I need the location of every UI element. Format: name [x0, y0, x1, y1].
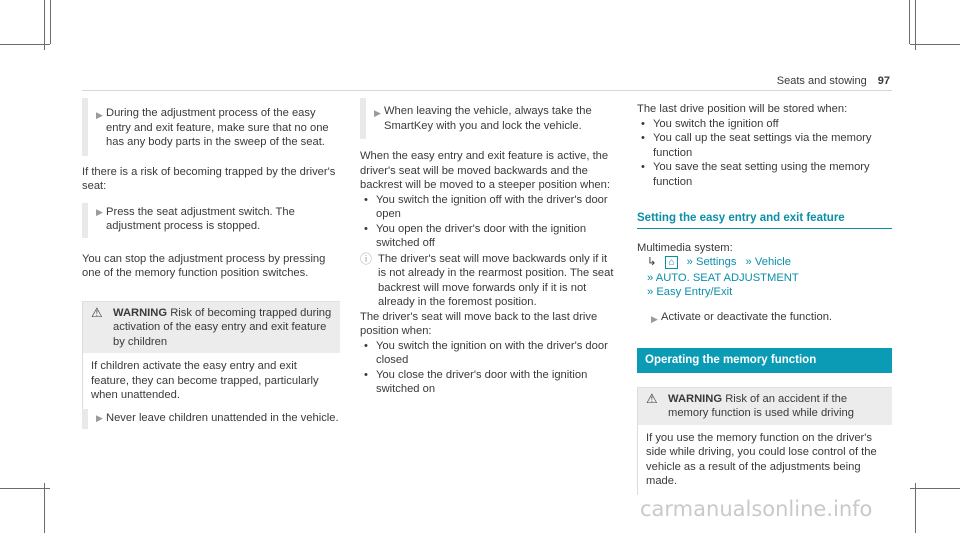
warning-title: Risk of an accident if the memory function is used while driving	[668, 392, 854, 419]
crop-mark	[915, 0, 916, 50]
header-rule	[82, 90, 892, 91]
warning-label: WARNING	[113, 306, 168, 319]
chevron-right-icon: »	[745, 256, 752, 268]
stored-list	[637, 117, 892, 190]
crop-mark	[909, 0, 910, 44]
home-icon: ⌂	[665, 256, 677, 269]
enter-arrow-icon: ↳	[647, 256, 657, 268]
list-item: • You save the seat setting using the memory function	[637, 160, 892, 189]
chevron-right-icon: »	[686, 256, 693, 268]
step-arrow-icon: ▶	[374, 108, 381, 118]
instruction-step	[637, 310, 892, 325]
warning-title: Risk of becoming trapped during activation of the easy entry and exit feature by children	[113, 306, 332, 348]
warning-header	[83, 302, 340, 354]
risk-text: If there is a risk of becoming trapped by the driver's seat:	[82, 165, 336, 192]
crop-mark	[44, 0, 45, 50]
running-header	[760, 74, 890, 89]
warning-text: If children activate the easy entry and exit feature, they can become trapped, particularly when unattended.	[91, 360, 319, 401]
list-item: • You close the driver's door with the ignition switched on	[360, 368, 618, 397]
note-block	[360, 252, 618, 310]
list-item: • You switch the ignition off with the driver's door open	[360, 193, 618, 222]
step-text: Never leave children unattended in the vehicle.	[106, 411, 339, 424]
warning-text: If you use the memory function on the driver's side while driving, you could lose control of the vehicle as a result of the adjustments being made.	[646, 431, 877, 487]
column-3	[637, 102, 892, 495]
warning-box	[637, 387, 892, 495]
list-item: • You switch the ignition off	[637, 117, 892, 132]
crop-mark	[910, 488, 960, 489]
crop-mark	[44, 483, 45, 533]
warning-triangle-icon: ⚠	[91, 304, 103, 320]
back-list	[360, 339, 618, 397]
page-number: 97	[877, 75, 890, 87]
warning-header	[638, 388, 892, 425]
section-heading-bar: Operating the memory function	[637, 348, 892, 373]
active-intro: When the easy entry and exit feature is active, the driver's seat will be moved backwards and the backrest will be moved to a steeper position when:	[360, 150, 610, 191]
menu-path	[637, 255, 892, 271]
menu-item-seat: AUTO. SEAT ADJUSTMENT	[655, 271, 799, 284]
instruction-step	[82, 98, 340, 156]
crop-mark	[50, 0, 51, 44]
info-icon: ⓘ	[360, 251, 373, 266]
list-item: • You call up the seat settings via the memory function	[637, 131, 892, 160]
section-name: Seats and stowing	[776, 75, 867, 87]
stored-intro: The last drive position will be stored when:	[637, 103, 848, 115]
instruction-step	[360, 98, 618, 139]
step-text: During the adjustment process of the easy entry and exit feature, make sure that no one has any body parts in the sweep of the seat.	[106, 107, 329, 148]
menu-item-vehicle: Vehicle	[754, 256, 791, 268]
step-arrow-icon: ▶	[96, 110, 103, 120]
menu-path-line	[637, 271, 892, 286]
stop-text: You can stop the adjustment process by pressing one of the memory function position switches.	[82, 252, 326, 279]
menu-item-easy-entry: Easy Entry/Exit	[656, 286, 733, 298]
instruction-step	[82, 409, 340, 430]
step-arrow-icon: ▶	[651, 313, 658, 324]
crop-mark	[915, 483, 916, 533]
note-text: The driver's seat will move backwards only if it is not already in the rearmost position. The seat backrest will move forwards only if it is not already in the foremost position.	[378, 252, 614, 308]
step-text: Activate or deactivate the function.	[661, 310, 833, 323]
multimedia-label: Multimedia system:	[637, 241, 733, 254]
watermark: carmanualsonline.info	[640, 497, 873, 521]
column-1	[82, 98, 340, 429]
step-text: When leaving the vehicle, always take the SmartKey with you and lock the vehicle.	[384, 105, 592, 132]
warning-triangle-icon: ⚠	[646, 390, 658, 406]
column-2	[360, 98, 618, 397]
warning-label: WARNING	[668, 392, 723, 405]
instruction-step	[82, 203, 340, 238]
active-list	[360, 193, 618, 251]
step-arrow-icon: ▶	[96, 412, 103, 423]
warning-body	[638, 425, 892, 495]
warning-box	[82, 301, 340, 430]
back-intro: The driver's seat will move back to the last drive position when:	[360, 310, 598, 337]
crop-mark	[0, 488, 50, 489]
step-arrow-icon: ▶	[96, 206, 103, 217]
chevron-right-icon: »	[647, 271, 654, 284]
menu-item-settings: Settings	[695, 256, 737, 268]
crop-mark	[910, 44, 960, 45]
list-item: • You open the driver's door with the ignition switched off	[360, 222, 618, 251]
warning-body	[83, 353, 340, 409]
chevron-right-icon: »	[647, 286, 654, 298]
step-text: Press the seat adjustment switch. The adjustment process is stopped.	[106, 205, 295, 232]
list-item: • You switch the ignition on with the driver's door closed	[360, 339, 618, 368]
crop-mark	[0, 44, 50, 45]
section-title: Setting the easy entry and exit feature	[637, 211, 892, 229]
menu-path-line	[637, 285, 892, 300]
